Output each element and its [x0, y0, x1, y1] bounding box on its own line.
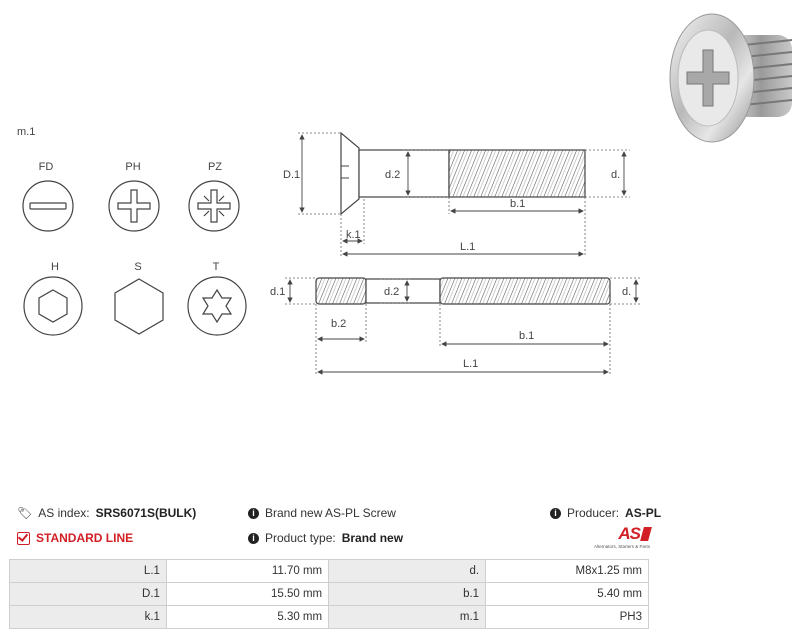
dim-d2: d.2	[385, 169, 401, 181]
flat-drive-icon	[23, 181, 73, 231]
brand-row	[248, 506, 396, 520]
table-row	[10, 583, 649, 606]
hex-head-icon	[115, 279, 163, 334]
spec-value: 15.50 mm	[166, 583, 328, 606]
spec-value: M8x1.25 mm	[486, 560, 649, 583]
spec-value: 11.70 mm	[166, 560, 328, 583]
drive-label-s: S	[134, 261, 142, 273]
stud-dim-d2: d.2	[384, 286, 400, 298]
dim-d: d.	[611, 169, 621, 181]
producer-label: Producer:	[567, 506, 620, 520]
info-icon: i	[550, 508, 561, 519]
dim-L1: L.1	[460, 241, 476, 253]
drive-label-fd: FD	[38, 161, 54, 173]
logo-tagline: Alternators, Starters & Parts	[593, 544, 650, 549]
dim-D1: D.1	[283, 169, 301, 181]
as-index-value: SRS6071S(BULK)	[95, 506, 197, 520]
spec-value: PH3	[486, 606, 649, 629]
dim-b1: b.1	[510, 198, 526, 210]
as-pl-logo	[586, 524, 650, 554]
as-index-row	[17, 506, 196, 520]
countersunk-screw-drawing	[283, 133, 630, 256]
producer-row	[550, 506, 661, 520]
product-type-value: Brand new	[341, 531, 404, 545]
torx-drive-icon	[188, 277, 246, 335]
hex-socket-drive-icon	[24, 277, 82, 335]
drive-label-ph: PH	[125, 161, 141, 173]
table-row	[10, 606, 649, 629]
brand-text: Brand new AS-PL Screw	[265, 506, 396, 520]
dim-k1: k.1	[346, 229, 361, 241]
producer-value: AS-PL	[625, 506, 662, 520]
spec-key: L.1	[10, 560, 167, 583]
pozidriv-drive-icon	[189, 181, 239, 231]
stud-drawing	[270, 278, 640, 375]
drive-label-pz: PZ	[207, 161, 223, 173]
logo-text: AS	[618, 524, 640, 543]
spec-value: 5.40 mm	[486, 583, 649, 606]
countersunk-screw-photo	[660, 0, 800, 150]
spec-key: k.1	[10, 606, 167, 629]
spec-table	[9, 559, 649, 629]
table-row	[10, 560, 649, 583]
spec-value: 5.30 mm	[166, 606, 328, 629]
stud-dim-d1: d.1	[270, 286, 286, 298]
info-icon: i	[248, 508, 259, 519]
info-icon: i	[248, 533, 259, 544]
phillips-drive-icon	[109, 181, 159, 231]
spec-key: b.1	[329, 583, 486, 606]
standard-line-row	[17, 531, 133, 545]
stud-dim-b2: b.2	[331, 318, 347, 330]
m-label: m.1	[17, 126, 36, 138]
as-index-label: AS index:	[38, 506, 90, 520]
drive-label-t: T	[212, 261, 220, 273]
spec-key: d.	[329, 560, 486, 583]
spec-key: m.1	[329, 606, 486, 629]
stud-dim-b1: b.1	[519, 330, 535, 342]
check-square-icon	[17, 532, 30, 545]
product-type-label: Product type:	[265, 531, 336, 545]
product-type-row	[248, 531, 403, 545]
spec-key: D.1	[10, 583, 167, 606]
standard-line-label: STANDARD LINE	[36, 531, 134, 545]
tags-icon: 🏷	[17, 506, 33, 520]
stud-dim-L1: L.1	[463, 358, 479, 370]
drive-label-h: H	[51, 261, 59, 273]
stud-dim-d: d.	[622, 286, 632, 298]
